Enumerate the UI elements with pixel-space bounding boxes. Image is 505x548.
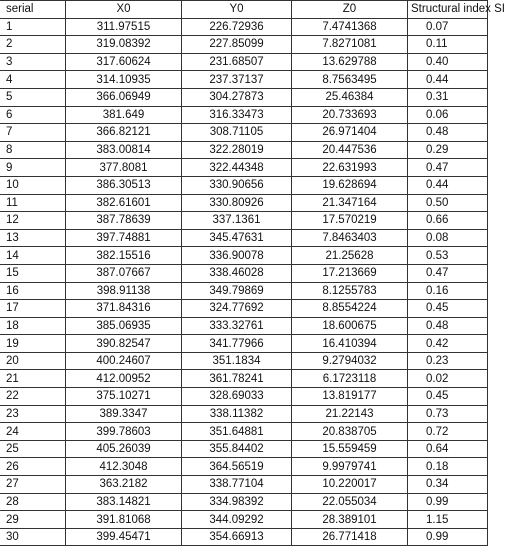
x0-cell: 391.81068 xyxy=(66,511,182,529)
y0-cell: 355.84402 xyxy=(182,440,292,458)
serial-cell: 25 xyxy=(0,440,66,458)
serial-cell: 14 xyxy=(0,247,66,265)
y0-cell: 344.09292 xyxy=(182,511,292,529)
z0-cell: 10.220017 xyxy=(292,476,408,494)
si-cell: 0.16 xyxy=(408,282,488,300)
x0-cell: 366.82121 xyxy=(66,124,182,142)
y0-cell: 227.85099 xyxy=(182,36,292,54)
serial-cell: 13 xyxy=(0,229,66,247)
si-cell: 0.18 xyxy=(408,458,488,476)
header-structural-index: Structural index SI xyxy=(408,1,488,19)
table-body xyxy=(0,18,488,546)
z0-cell: 8.1255783 xyxy=(292,282,408,300)
z0-cell: 8.7563495 xyxy=(292,71,408,89)
serial-cell: 9 xyxy=(0,159,66,177)
z0-cell: 22.055034 xyxy=(292,493,408,511)
x0-cell: 386.30513 xyxy=(66,176,182,194)
table-row xyxy=(0,176,488,194)
serial-cell: 29 xyxy=(0,511,66,529)
y0-cell: 345.47631 xyxy=(182,229,292,247)
serial-cell: 26 xyxy=(0,458,66,476)
table-row xyxy=(0,18,488,36)
si-cell: 0.08 xyxy=(408,229,488,247)
y0-cell: 336.90078 xyxy=(182,247,292,265)
x0-cell: 383.14821 xyxy=(66,493,182,511)
si-cell: 0.44 xyxy=(408,176,488,194)
z0-cell: 17.570219 xyxy=(292,212,408,230)
table-row xyxy=(0,159,488,177)
x0-cell: 398.91138 xyxy=(66,282,182,300)
z0-cell: 26.771418 xyxy=(292,528,408,546)
table-row xyxy=(0,388,488,406)
serial-cell: 15 xyxy=(0,264,66,282)
z0-cell: 18.600675 xyxy=(292,317,408,335)
y0-cell: 226.72936 xyxy=(182,18,292,36)
z0-cell: 20.447536 xyxy=(292,141,408,159)
si-cell: 0.31 xyxy=(408,88,488,106)
x0-cell: 311.97515 xyxy=(66,18,182,36)
z0-cell: 21.22143 xyxy=(292,405,408,423)
y0-cell: 330.80926 xyxy=(182,194,292,212)
table-row xyxy=(0,317,488,335)
table-row xyxy=(0,141,488,159)
x0-cell: 366.06949 xyxy=(66,88,182,106)
y0-cell: 364.56519 xyxy=(182,458,292,476)
y0-cell: 237.37137 xyxy=(182,71,292,89)
z0-cell: 13.819177 xyxy=(292,388,408,406)
z0-cell: 25.46384 xyxy=(292,88,408,106)
z0-cell: 20.733693 xyxy=(292,106,408,124)
serial-cell: 8 xyxy=(0,141,66,159)
serial-cell: 10 xyxy=(0,176,66,194)
table-row xyxy=(0,229,488,247)
y0-cell: 231.68507 xyxy=(182,53,292,71)
serial-cell: 16 xyxy=(0,282,66,300)
si-cell: 0.64 xyxy=(408,440,488,458)
serial-cell: 22 xyxy=(0,388,66,406)
z0-cell: 15.559459 xyxy=(292,440,408,458)
y0-cell: 322.44348 xyxy=(182,159,292,177)
z0-cell: 22.631993 xyxy=(292,159,408,177)
si-cell: 0.45 xyxy=(408,300,488,318)
table-row xyxy=(0,458,488,476)
z0-cell: 7.8271081 xyxy=(292,36,408,54)
table-row xyxy=(0,106,488,124)
z0-cell: 8.8554224 xyxy=(292,300,408,318)
x0-cell: 375.10271 xyxy=(66,388,182,406)
x0-cell: 319.08392 xyxy=(66,36,182,54)
z0-cell: 19.628694 xyxy=(292,176,408,194)
y0-cell: 341.77966 xyxy=(182,335,292,353)
serial-cell: 27 xyxy=(0,476,66,494)
table-row xyxy=(0,124,488,142)
z0-cell: 7.4741368 xyxy=(292,18,408,36)
table-row xyxy=(0,370,488,388)
x0-cell: 382.61601 xyxy=(66,194,182,212)
si-cell: 0.34 xyxy=(408,476,488,494)
serial-cell: 20 xyxy=(0,352,66,370)
table-row xyxy=(0,282,488,300)
header-y0: Y0 xyxy=(182,1,292,19)
si-cell: 0.11 xyxy=(408,36,488,54)
si-cell: 0.99 xyxy=(408,528,488,546)
table-row xyxy=(0,264,488,282)
serial-cell: 17 xyxy=(0,300,66,318)
table-row xyxy=(0,53,488,71)
si-cell: 0.44 xyxy=(408,71,488,89)
si-cell: 0.50 xyxy=(408,194,488,212)
serial-cell: 24 xyxy=(0,423,66,441)
table-row xyxy=(0,528,488,546)
header-row xyxy=(0,1,488,19)
x0-cell: 399.78603 xyxy=(66,423,182,441)
y0-cell: 361.78241 xyxy=(182,370,292,388)
table-row xyxy=(0,194,488,212)
si-cell: 0.72 xyxy=(408,423,488,441)
serial-cell: 1 xyxy=(0,18,66,36)
x0-cell: 377.8081 xyxy=(66,159,182,177)
z0-cell: 9.9979741 xyxy=(292,458,408,476)
serial-cell: 12 xyxy=(0,212,66,230)
si-cell: 0.47 xyxy=(408,159,488,177)
serial-cell: 2 xyxy=(0,36,66,54)
z0-cell: 26.971404 xyxy=(292,124,408,142)
y0-cell: 324.77692 xyxy=(182,300,292,318)
x0-cell: 385.06935 xyxy=(66,317,182,335)
serial-cell: 28 xyxy=(0,493,66,511)
y0-cell: 349.79869 xyxy=(182,282,292,300)
z0-cell: 6.1723118 xyxy=(292,370,408,388)
table-row xyxy=(0,511,488,529)
y0-cell: 338.77104 xyxy=(182,476,292,494)
si-cell: 0.23 xyxy=(408,352,488,370)
z0-cell: 17.213669 xyxy=(292,264,408,282)
serial-cell: 23 xyxy=(0,405,66,423)
y0-cell: 334.98392 xyxy=(182,493,292,511)
z0-cell: 20.838705 xyxy=(292,423,408,441)
table-row xyxy=(0,71,488,89)
y0-cell: 354.66913 xyxy=(182,528,292,546)
si-cell: 0.48 xyxy=(408,317,488,335)
serial-cell: 3 xyxy=(0,53,66,71)
serial-cell: 30 xyxy=(0,528,66,546)
serial-cell: 5 xyxy=(0,88,66,106)
table-row xyxy=(0,493,488,511)
table-row xyxy=(0,352,488,370)
x0-cell: 412.00952 xyxy=(66,370,182,388)
si-cell: 0.53 xyxy=(408,247,488,265)
x0-cell: 405.26039 xyxy=(66,440,182,458)
z0-cell: 13.629788 xyxy=(292,53,408,71)
table-row xyxy=(0,88,488,106)
header-z0: Z0 xyxy=(292,1,408,19)
y0-cell: 322.28019 xyxy=(182,141,292,159)
table-row xyxy=(0,247,488,265)
x0-cell: 382.15516 xyxy=(66,247,182,265)
y0-cell: 333.32761 xyxy=(182,317,292,335)
x0-cell: 314.10935 xyxy=(66,71,182,89)
z0-cell: 7.8463403 xyxy=(292,229,408,247)
y0-cell: 351.64881 xyxy=(182,423,292,441)
si-cell: 0.40 xyxy=(408,53,488,71)
y0-cell: 316.33473 xyxy=(182,106,292,124)
si-cell: 0.45 xyxy=(408,388,488,406)
x0-cell: 383.00814 xyxy=(66,141,182,159)
y0-cell: 308.71105 xyxy=(182,124,292,142)
si-cell: 0.99 xyxy=(408,493,488,511)
si-cell: 0.73 xyxy=(408,405,488,423)
serial-cell: 18 xyxy=(0,317,66,335)
x0-cell: 400.24607 xyxy=(66,352,182,370)
table-row xyxy=(0,335,488,353)
z0-cell: 21.347164 xyxy=(292,194,408,212)
si-cell: 0.48 xyxy=(408,124,488,142)
z0-cell: 16.410394 xyxy=(292,335,408,353)
y0-cell: 338.46028 xyxy=(182,264,292,282)
x0-cell: 397.74881 xyxy=(66,229,182,247)
x0-cell: 399.45471 xyxy=(66,528,182,546)
serial-cell: 7 xyxy=(0,124,66,142)
z0-cell: 21.25628 xyxy=(292,247,408,265)
table-row xyxy=(0,476,488,494)
y0-cell: 304.27873 xyxy=(182,88,292,106)
serial-cell: 19 xyxy=(0,335,66,353)
table-row xyxy=(0,36,488,54)
x0-cell: 390.82547 xyxy=(66,335,182,353)
si-cell: 0.47 xyxy=(408,264,488,282)
x0-cell: 371.84316 xyxy=(66,300,182,318)
serial-cell: 11 xyxy=(0,194,66,212)
si-cell: 0.06 xyxy=(408,106,488,124)
y0-cell: 337.1361 xyxy=(182,212,292,230)
x0-cell: 412.3048 xyxy=(66,458,182,476)
y0-cell: 351.1834 xyxy=(182,352,292,370)
table-row xyxy=(0,423,488,441)
si-cell: 0.42 xyxy=(408,335,488,353)
z0-cell: 9.2794032 xyxy=(292,352,408,370)
serial-cell: 6 xyxy=(0,106,66,124)
y0-cell: 338.11382 xyxy=(182,405,292,423)
y0-cell: 330.90656 xyxy=(182,176,292,194)
si-cell: 0.07 xyxy=(408,18,488,36)
table-row xyxy=(0,212,488,230)
y0-cell: 328.69033 xyxy=(182,388,292,406)
x0-cell: 381.649 xyxy=(66,106,182,124)
table-row xyxy=(0,405,488,423)
si-cell: 1.15 xyxy=(408,511,488,529)
table-row xyxy=(0,300,488,318)
si-cell: 0.02 xyxy=(408,370,488,388)
si-cell: 0.29 xyxy=(408,141,488,159)
x0-cell: 363.2182 xyxy=(66,476,182,494)
z0-cell: 28.389101 xyxy=(292,511,408,529)
x0-cell: 317.60624 xyxy=(66,53,182,71)
x0-cell: 387.78639 xyxy=(66,212,182,230)
x0-cell: 389.3347 xyxy=(66,405,182,423)
si-cell: 0.66 xyxy=(408,212,488,230)
table-row xyxy=(0,440,488,458)
x0-cell: 387.07667 xyxy=(66,264,182,282)
header-x0: X0 xyxy=(66,1,182,19)
serial-cell: 21 xyxy=(0,370,66,388)
serial-cell: 4 xyxy=(0,71,66,89)
header-serial: serial xyxy=(0,1,66,19)
